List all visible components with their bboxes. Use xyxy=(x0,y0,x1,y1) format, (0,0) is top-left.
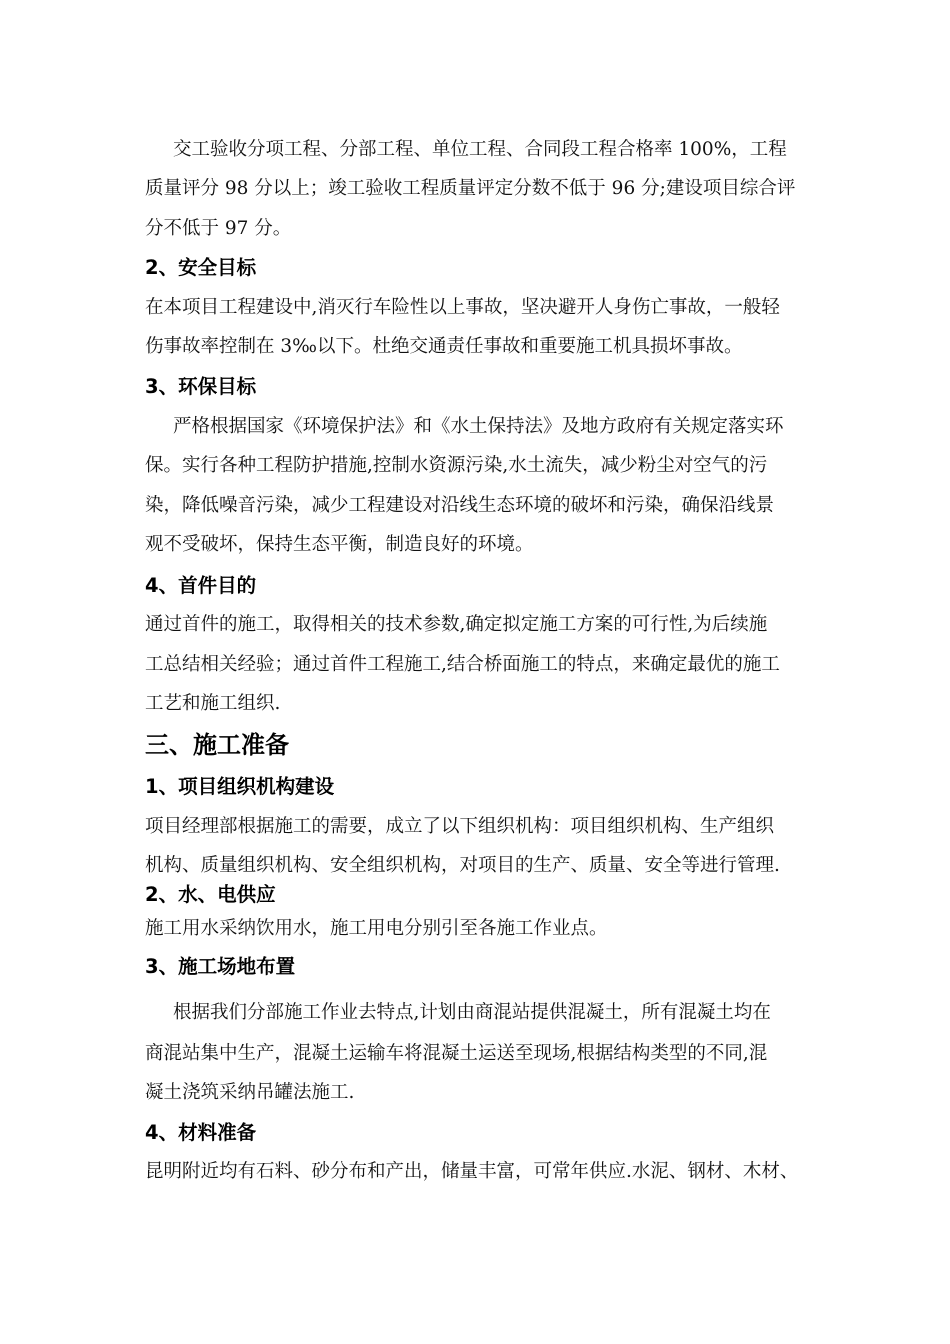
site-line-3: 凝土浇筑采纳吊罐法施工. xyxy=(145,1082,355,1103)
first-piece-heading: 4、首件目的 xyxy=(145,574,257,597)
environment-line-2: 保。实行各种工程防护措施,控制水资源污染,水土流失，减少粉尘对空气的污 xyxy=(145,455,768,476)
environment-line-1: 严格根据国家《环境保护法》和《水土保持法》及地方政府有关规定落实环 xyxy=(173,416,784,437)
site-line-1: 根据我们分部施工作业去特点,计划由商混站提供混凝土，所有混凝土均在 xyxy=(173,1002,771,1023)
quality-line-3: 分不低于 97 分。 xyxy=(145,218,292,239)
materials-heading: 4、材料准备 xyxy=(145,1121,257,1144)
section3-heading: 三、施工准备 xyxy=(145,731,289,759)
org-line-1: 项目经理部根据施工的需要，成立了以下组织机构：项目组织机构、生产组织 xyxy=(145,816,775,837)
site-line-2: 商混站集中生产，混凝土运输车将混凝土运送至现场,根据结构类型的不同,混 xyxy=(145,1043,768,1064)
quality-line-1: 交工验收分项工程、分部工程、单位工程、合同段工程合格率 100%，工程 xyxy=(173,139,787,160)
quality-line-2: 质量评分 98 分以上；竣工验收工程质量评定分数不低于 96 分;建设项目综合评 xyxy=(145,178,796,199)
safety-line-2: 伤事故率控制在 3‰以下。杜绝交通责任事故和重要施工机具损坏事故。 xyxy=(145,336,743,357)
safety-heading: 2、安全目标 xyxy=(145,256,257,279)
org-line-2: 机构、质量组织机构、安全组织机构，对项目的生产、质量、安全等进行管理. xyxy=(145,855,780,876)
environment-heading: 3、环保目标 xyxy=(145,375,257,398)
environment-line-3: 染，降低噪音污染，减少工程建设对沿线生态环境的破坏和污染，确保沿线景 xyxy=(145,495,775,516)
org-heading: 1、项目组织机构建设 xyxy=(145,775,335,798)
safety-line-1: 在本项目工程建设中,消灭行车险性以上事故，坚决避开人身伤亡事故，一般轻 xyxy=(145,297,780,318)
first-piece-line-2: 工总结相关经验；通过首件工程施工,结合桥面施工的特点，来确定最优的施工 xyxy=(145,654,780,675)
utilities-heading: 2、水、电供应 xyxy=(145,883,276,906)
environment-line-4: 观不受破坏，保持生态平衡，制造良好的环境。 xyxy=(145,534,534,555)
first-piece-line-1: 通过首件的施工，取得相关的技术参数,确定拟定施工方案的可行性,为后续施 xyxy=(145,614,768,635)
materials-line-1: 昆明附近均有石料、砂分布和产出，储量丰富，可常年供应.水泥、钢材、木材、 xyxy=(145,1161,799,1182)
utilities-line-1: 施工用水采纳饮用水，施工用电分别引至各施工作业点。 xyxy=(145,918,608,939)
first-piece-line-3: 工艺和施工组织. xyxy=(145,693,281,714)
site-heading: 3、施工场地布置 xyxy=(145,955,296,978)
